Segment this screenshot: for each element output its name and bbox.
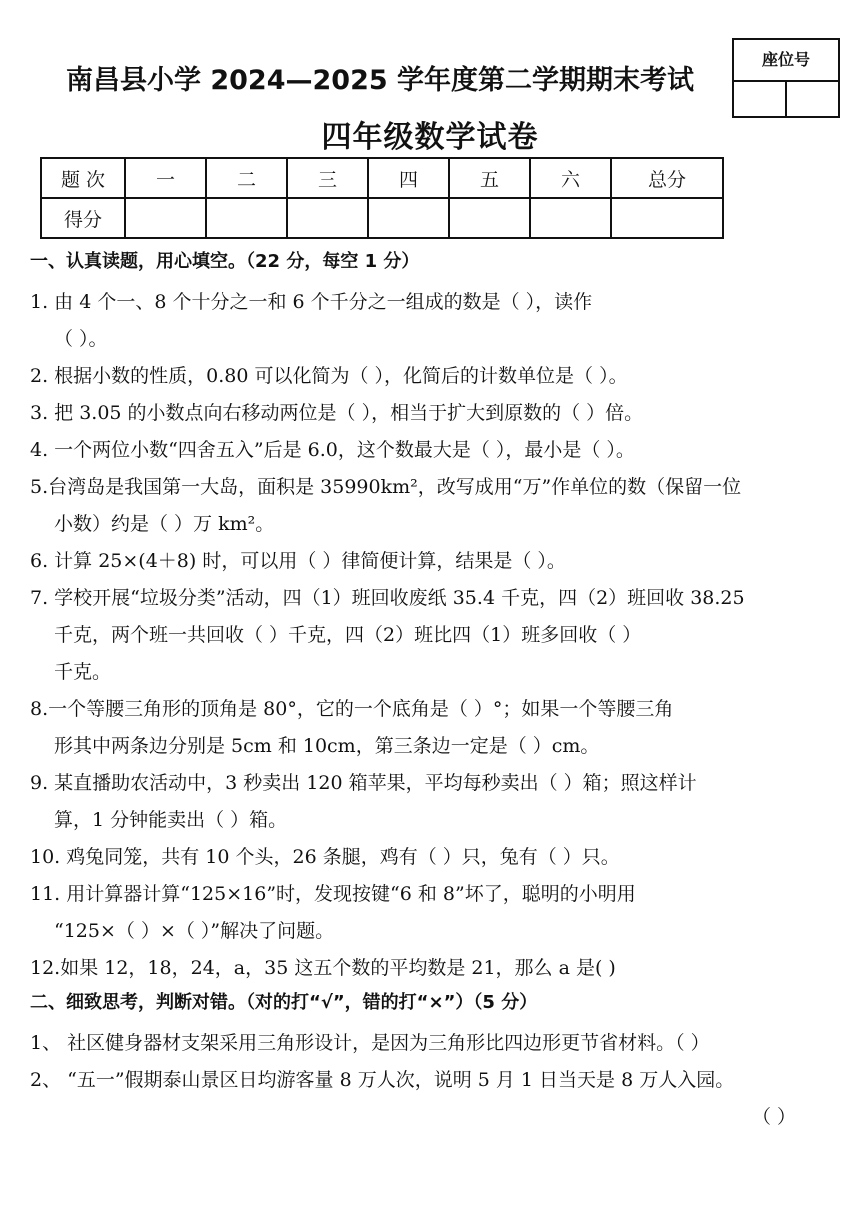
question-9 [30, 765, 830, 839]
question-12 [30, 950, 830, 987]
score-header-cell: 四 [368, 158, 449, 198]
question-line: 8.一个等腰三角形的顶角是 80°，它的一个底角是（ ）°；如果一个等腰三角 [30, 698, 674, 720]
question-line: 1. 由 4 个一、8 个十分之一和 6 个千分之一组成的数是（ ），读作 [30, 291, 593, 313]
question-6 [30, 543, 830, 580]
question-10 [30, 839, 830, 876]
question-line: 4. 一个两位小数“四舍五入”后是 6.0，这个数最大是（ ），最小是（ ）。 [30, 439, 635, 461]
score-row-label: 得分 [41, 198, 125, 238]
exam-content [30, 246, 830, 1136]
question-1 [30, 284, 830, 358]
question-2 [30, 358, 830, 395]
score-header-cell: 一 [125, 158, 206, 198]
question-line: 6. 计算 25×(4＋8) 时，可以用（ ）律简便计算，结果是（ ）。 [30, 550, 566, 572]
question-line: “125×（ ）×（ ）”解决了问题。 [54, 920, 335, 942]
question-8 [30, 691, 830, 765]
score-header-cell: 五 [449, 158, 530, 198]
section-2-heading: 二、细致思考，判断对错。（对的打“√”，错的打“×”）（5 分） [30, 992, 538, 1013]
score-table [40, 157, 724, 239]
judgment-question-2 [30, 1062, 830, 1136]
score-header-cell: 三 [287, 158, 368, 198]
question-line: 10. 鸡兔同笼，共有 10 个头，26 条腿，鸡有（ ）只，兔有（ ）只。 [30, 846, 620, 868]
question-line: 算，1 分钟能卖出（ ）箱。 [54, 809, 288, 831]
seat-number-cell-1[interactable] [734, 82, 787, 118]
question-line: 1、 社区健身器材支架采用三角形设计，是因为三角形比四边形更节省材料。（ ） [30, 1032, 710, 1054]
question-line: 2、 “五一”假期泰山景区日均游客量 8 万人次，说明 5 月 1 日当天是 8 万人入园。 [30, 1069, 735, 1091]
exam-title: 南昌县小学 2024—2025 学年度第二学期期末考试 [65, 65, 695, 96]
question-line: 千克。 [54, 661, 112, 683]
seat-number-box [732, 38, 840, 118]
question-3 [30, 395, 830, 432]
question-line: 形其中两条边分别是 5cm 和 10cm，第三条边一定是（ ）cm。 [54, 735, 600, 757]
seat-number-cell-2[interactable] [787, 82, 838, 118]
section-1-heading: 一、认真读题，用心填空。（22 分，每空 1 分） [30, 251, 420, 272]
question-4 [30, 432, 830, 469]
exam-subtitle: 四年级数学试卷 [321, 120, 539, 155]
score-header-cell: 二 [206, 158, 287, 198]
question-line: 2. 根据小数的性质，0.80 可以化简为（ ），化简后的计数单位是（ ）。 [30, 365, 628, 387]
seat-number-label: 座位号 [734, 40, 838, 82]
judgment-question-1 [30, 1025, 830, 1062]
score-header-cell: 总分 [611, 158, 723, 198]
score-cell[interactable] [530, 198, 611, 238]
score-header-cell: 题 次 [41, 158, 125, 198]
question-line: 7. 学校开展“垃圾分类”活动，四（1）班回收废纸 35.4 千克，四（2）班回收 38.25 [30, 587, 745, 609]
question-11 [30, 876, 830, 950]
question-line: 9. 某直播助农活动中，3 秒卖出 120 箱苹果，平均每秒卖出（ ）箱；照这样计 [30, 772, 697, 794]
score-cell[interactable] [611, 198, 723, 238]
question-7 [30, 580, 830, 691]
score-cell[interactable] [125, 198, 206, 238]
question-5 [30, 469, 830, 543]
question-line: 11. 用计算器计算“125×16”时，发现按键“6 和 8”坏了，聪明的小明用 [30, 883, 636, 905]
answer-bracket: （ ） [751, 1106, 796, 1128]
score-table-header-row [41, 158, 723, 198]
question-line: （ ）。 [54, 328, 108, 350]
score-cell[interactable] [368, 198, 449, 238]
question-line: 小数）约是（ ）万 km²。 [54, 513, 275, 535]
score-cell[interactable] [287, 198, 368, 238]
question-line: 千克，两个班一共回收（ ）千克，四（2）班比四（1）班多回收（ ） [54, 624, 642, 646]
score-cell[interactable] [206, 198, 287, 238]
question-line: 3. 把 3.05 的小数点向右移动两位是（ ），相当于扩大到原数的（ ）倍。 [30, 402, 644, 424]
score-table-score-row [41, 198, 723, 238]
score-cell[interactable] [449, 198, 530, 238]
question-line: 12.如果 12，18，24，a，35 这五个数的平均数是 21，那么 a 是( ) [30, 957, 616, 979]
score-header-cell: 六 [530, 158, 611, 198]
question-line: 5.台湾岛是我国第一大岛，面积是 35990km²，改写成用“万”作单位的数（保留一位 [30, 476, 742, 498]
